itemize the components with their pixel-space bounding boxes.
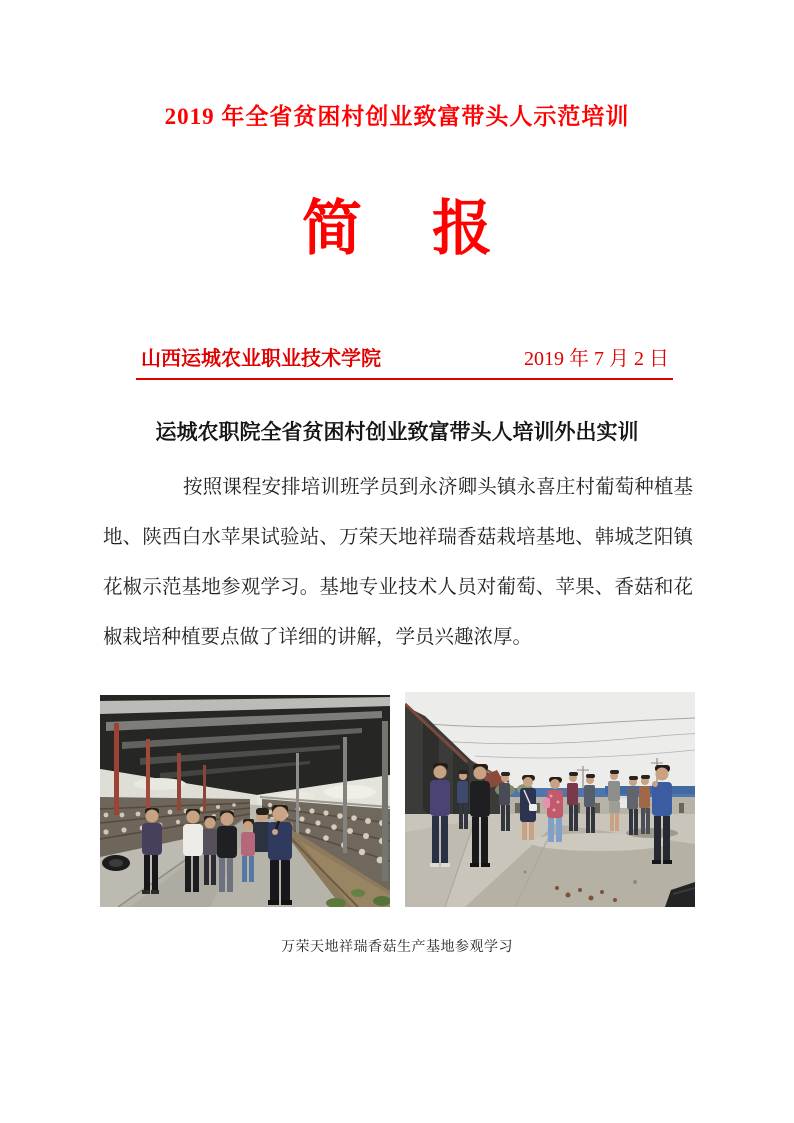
photo-mushroom-greenhouse — [100, 695, 390, 907]
issuer-row — [136, 346, 673, 380]
article-body: 按照课程安排培训班学员到永济卿头镇永喜庄村葡萄种植基地、陕西白水苹果试验站、万荣天地祥瑞香菇栽培基地、韩城芝阳镇花椒示范基地参观学习。基地专业技术人员对葡萄、苹果、香菇和花椒栽培种植要点做了详细的讲解，学员兴趣浓厚。 — [103, 477, 693, 648]
issuer-organization: 山西运城农业职业技术学院 — [141, 348, 381, 370]
masthead-char-left: 简 — [302, 195, 362, 262]
masthead-char-right: 报 — [432, 195, 492, 262]
photo-caption: 万荣天地祥瑞香菇生产基地参观学习 — [281, 940, 513, 955]
issue-date: 2019 年 7 月 2 日 — [524, 348, 669, 370]
article-headline: 运城农职院全省贫困村创业致富带头人培训外出实训 — [155, 421, 639, 444]
bulletin-masthead — [0, 194, 794, 263]
photo-outdoor-briefing — [405, 692, 695, 907]
photo-row — [100, 692, 695, 907]
program-title: 2019 年全省贫困村创业致富带头人示范培训 — [164, 104, 630, 129]
